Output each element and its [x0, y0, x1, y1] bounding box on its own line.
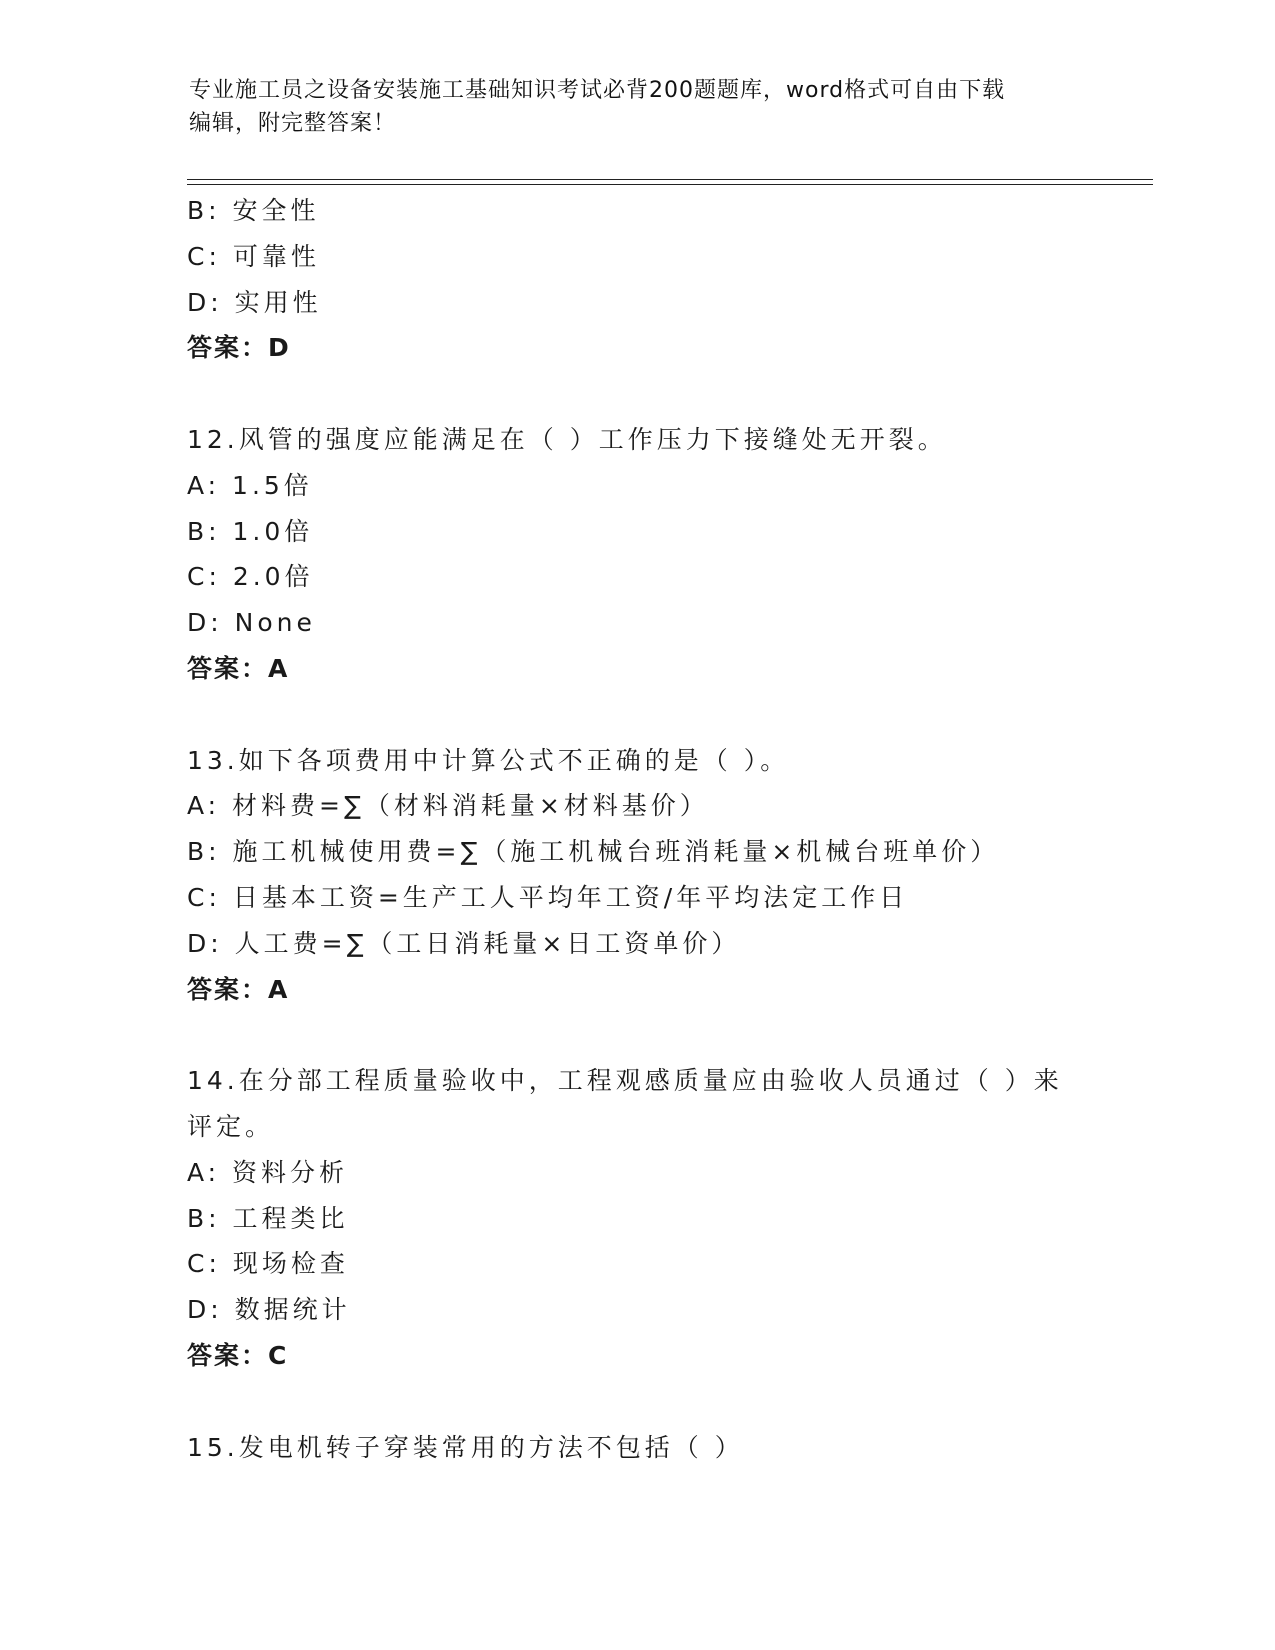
q12-option-c: C: 2.0倍: [187, 562, 314, 592]
q14-option-b: B: 工程类比: [187, 1203, 349, 1233]
header-line-2: 编辑，附完整答案！: [189, 111, 397, 136]
spacer: [187, 371, 1087, 417]
q14-stem-line-1: 14.在分部工程质量验收中，工程观感质量应由验收人员通过（ ）来: [187, 1066, 1063, 1096]
q12-option-a: A: 1.5倍: [187, 470, 313, 500]
q14-stem-line-2: 评定。: [187, 1111, 275, 1141]
header-divider-bottom: [187, 184, 1153, 185]
q12-option-d: D: None: [187, 608, 316, 638]
q11-option-b: B: 安全性: [187, 196, 320, 225]
q14-option-d: D: 数据统计: [187, 1295, 351, 1325]
q13-option-d: D: 人工费=∑（工日消耗量×日工资单价）: [187, 928, 741, 958]
question-list: [187, 188, 1087, 1470]
header-line-1: 专业施工员之设备安装施工基础知识考试必背200题题库，word格式可自由下载: [189, 78, 1006, 103]
q14-answer: 答案：C: [187, 1340, 289, 1370]
q13-option-c: C: 日基本工资=生产工人平均年工资/年平均法定工作日: [187, 882, 909, 912]
q11-option-c: C: 可靠性: [187, 241, 320, 271]
q13-stem: 13.如下各项费用中计算公式不正确的是（ ）。: [187, 745, 790, 775]
q15-stem: 15.发电机转子穿装常用的方法不包括（ ）: [187, 1432, 744, 1462]
q13-option-b: B: 施工机械使用费=∑（施工机械台班消耗量×机械台班单价）: [187, 837, 1000, 867]
spacer: [187, 1012, 1087, 1058]
question-11: [187, 188, 1087, 371]
q11-option-d: D: 实用性: [187, 287, 322, 317]
question-15: [187, 1425, 1087, 1471]
q12-option-b: B: 1.0倍: [187, 516, 314, 546]
q13-option-a: A: 材料费=∑（材料消耗量×材料基价）: [187, 791, 709, 821]
question-12: [187, 417, 1087, 692]
question-14: [187, 1058, 1087, 1379]
document-header: [189, 74, 1089, 140]
q13-answer: 答案：A: [187, 974, 290, 1004]
q12-answer: 答案：A: [187, 653, 290, 683]
spacer: [187, 1379, 1087, 1425]
q14-option-a: A: 资料分析: [187, 1157, 349, 1187]
header-divider-top: [187, 179, 1153, 180]
spacer: [187, 692, 1087, 738]
q12-stem: 12.风管的强度应能满足在（ ）工作压力下接缝处无开裂。: [187, 424, 947, 454]
q11-answer: 答案：D: [187, 333, 291, 363]
question-13: [187, 738, 1087, 1013]
q14-option-c: C: 现场检查: [187, 1249, 349, 1279]
